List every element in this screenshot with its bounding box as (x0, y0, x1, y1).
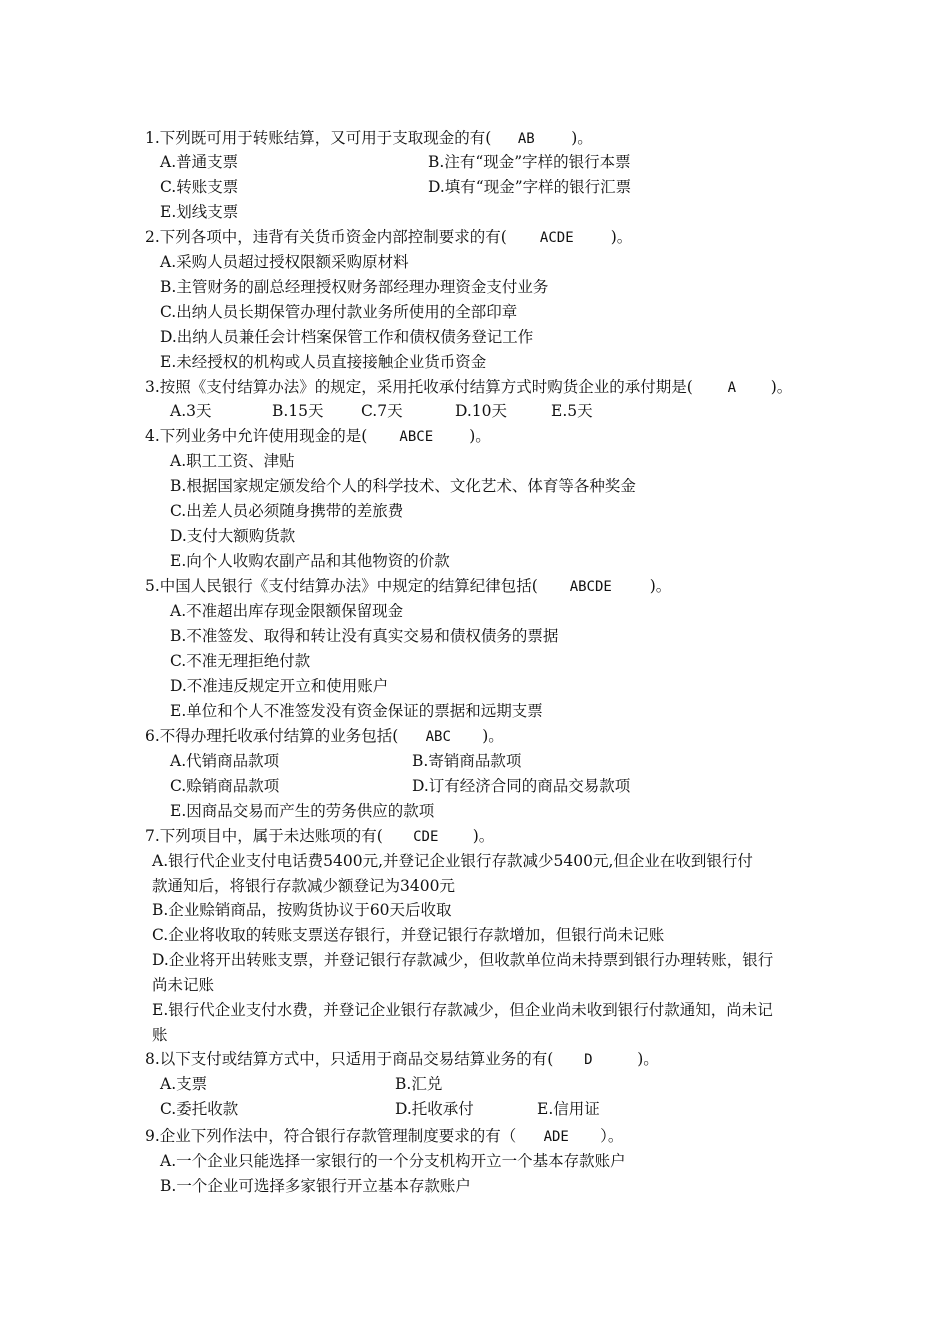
option: E.因商品交易而产生的劳务供应的款项 (170, 802, 435, 820)
question-close: )。 (482, 727, 504, 745)
option: A.采购人员超过授权限额采购原材料 (160, 253, 409, 271)
option: E.5天 (551, 402, 593, 420)
option: B.根据国家规定颁发给个人的科学技术、文化艺术、体育等各种奖金 (170, 477, 636, 495)
question-close: )。 (472, 827, 495, 845)
option: C.赊销商品款项 (170, 777, 280, 795)
question-close: ）。 (600, 1127, 624, 1145)
option: A.职工工资、津贴 (170, 452, 295, 470)
question-stem: 4.下列业务中允许使用现金的是( (145, 427, 368, 445)
option: E.向个人收购农副产品和其他物资的价款 (170, 552, 450, 570)
option: C.企业将收取的转账支票送存银行，并登记银行存款增加，但银行尚未记账 (152, 926, 665, 944)
answer: ACDE (539, 230, 574, 246)
option: D.订有经济合同的商品交易款项 (412, 777, 631, 795)
question-stem: 1.下列既可用于转账结算，又可用于支取现金的有( (145, 129, 492, 147)
answer: D (584, 1052, 593, 1068)
question-stem: 6.不得办理托收承付结算的业务包括( (145, 727, 399, 745)
option: D.支付大额购货款 (170, 527, 296, 545)
option: E.划线支票 (160, 203, 239, 221)
question-close: )。 (610, 228, 633, 246)
answer: CDE (413, 829, 439, 845)
option: D.10天 (455, 402, 508, 420)
question-5 (145, 576, 671, 596)
option: D.托收承付 (395, 1100, 474, 1118)
answer: A (727, 380, 736, 396)
option-continuation: 款通知后，将银行存款减少额登记为3400元 (152, 877, 455, 895)
question-close: )。 (649, 577, 672, 595)
question-stem: 2.下列各项中，违背有关货币资金内部控制要求的有( (145, 228, 507, 246)
question-1 (145, 128, 593, 148)
question-stem: 8.以下支付或结算方式中，只适用于商品交易结算业务的有( (145, 1050, 554, 1068)
option: E.银行代企业支付水费，并登记企业银行存款减少，但企业尚未收到银行付款通知，尚未记 (152, 1001, 773, 1019)
option: A.银行代企业支付电话费5400元,并登记企业银行存款减少5400元,但企业在收到银行付 (152, 852, 753, 870)
option: C.转账支票 (160, 178, 239, 196)
question-stem: 7.下列项目中，属于未达账项的有( (145, 827, 383, 845)
question-close: )。 (571, 129, 593, 147)
answer: ABCDE (569, 579, 612, 595)
question-4 (145, 426, 491, 446)
option: A.不准超出库存现金限额保留现金 (170, 602, 404, 620)
option: B.企业赊销商品，按购货协议于60天后收取 (152, 901, 452, 919)
answer: ABCE (399, 429, 434, 445)
option: C.不准无理拒绝付款 (170, 652, 311, 670)
option: C.出差人员必须随身携带的差旅费 (170, 502, 404, 520)
option: C.7天 (361, 402, 403, 420)
option: B.主管财务的副总经理授权财务部经理办理资金支付业务 (160, 278, 549, 296)
answer: ABC (425, 729, 451, 745)
option: A.普通支票 (160, 153, 239, 171)
option: E.信用证 (537, 1100, 600, 1118)
option: B.寄销商品款项 (412, 752, 522, 770)
question-stem: 9.企业下列作法中，符合银行存款管理制度要求的有（ (145, 1127, 517, 1145)
option: D.出纳人员兼任会计档案保管工作和债权债务登记工作 (160, 328, 534, 346)
question-6 (145, 726, 504, 746)
option: D.不准违反规定开立和使用账户 (170, 677, 389, 695)
option: E.单位和个人不准签发没有资金保证的票据和远期支票 (170, 702, 543, 720)
option: A.代销商品款项 (170, 752, 280, 770)
question-2 (145, 227, 632, 247)
option: A.支票 (160, 1075, 208, 1093)
answer: ADE (543, 1129, 569, 1145)
option: C.委托收款 (160, 1100, 239, 1118)
option: E.未经授权的机构或人员直接接触企业货币资金 (160, 353, 487, 371)
option: A.一个企业只能选择一家银行的一个分支机构开立一个基本存款账户 (160, 1152, 626, 1170)
question-close: )。 (469, 427, 491, 445)
option: B.汇兑 (395, 1075, 443, 1093)
question-stem: 3.按照《支付结算办法》的规定，采用托收承付结算方式时购货企业的承付期是( (145, 378, 693, 396)
option-continuation: 尚未记账 (152, 976, 215, 994)
option: B.15天 (272, 402, 324, 420)
option: C.出纳人员长期保管办理付款业务所使用的全部印章 (160, 303, 518, 321)
answer: AB (517, 131, 535, 147)
question-close: )。 (770, 378, 793, 396)
option-continuation: 账 (152, 1026, 168, 1044)
option: B.不准签发、取得和转让没有真实交易和债权债务的票据 (170, 627, 559, 645)
question-9 (145, 1126, 623, 1146)
option: B.一个企业可选择多家银行开立基本存款账户 (160, 1177, 471, 1195)
question-3 (145, 377, 792, 397)
question-stem: 5.中国人民银行《支付结算办法》中规定的结算纪律包括( (145, 577, 538, 595)
option: D.企业将开出转账支票，并登记银行存款减少，但收款单位尚未持票到银行办理转账，银行 (152, 951, 774, 969)
question-8 (145, 1049, 659, 1069)
question-close: )。 (637, 1050, 659, 1068)
question-7 (145, 826, 494, 846)
option: B.注有“现金”字样的银行本票 (428, 153, 631, 171)
option: A.3天 (170, 402, 212, 420)
option: D.填有“现金”字样的银行汇票 (428, 178, 632, 196)
